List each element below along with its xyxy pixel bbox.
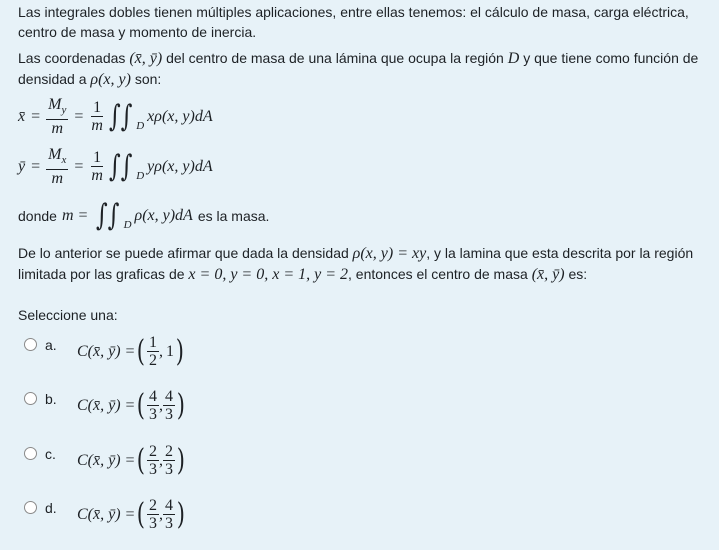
coords-math: (x̄, ȳ)	[129, 50, 163, 67]
double-integral-symbol: ∫∫	[108, 149, 133, 185]
region-math: D	[507, 50, 520, 67]
option-label: c.	[45, 445, 56, 462]
mass-definition: donde m = ∫∫ D ρ(x, y)dA es la masa.	[18, 198, 270, 233]
mx-over-m-fraction: $\frac{M_x}{m}$	[48, 146, 67, 188]
one-over-m-fraction: $\frac{1}{m}$	[91, 149, 103, 185]
radio-button[interactable]	[24, 338, 37, 351]
option-label: b.	[45, 390, 57, 407]
question-line-2: limitada por las graficas de x = 0, y = 0, x = 1, y = 2, entonces el centro de masa (x̄, ȳ) es:	[18, 266, 588, 283]
answer-option-c[interactable]: c. C(x̄, ȳ) = ( $\frac{2}{3}$ , $\frac{2}{3}$ )	[24, 443, 187, 478]
double-integral-symbol: ∫∫	[108, 99, 133, 135]
my-over-m-fraction: $\frac{M_y}{m}$	[48, 96, 67, 138]
option-label: a.	[45, 336, 57, 353]
intro-line-3: Las coordenadas (x̄, ȳ) del centro de masa de una lámina que ocupa la región D y que tiene como función de	[18, 50, 699, 67]
double-integral-symbol: ∫∫	[96, 198, 120, 233]
density-math: ρ(x, y)	[90, 71, 131, 88]
radio-button[interactable]	[24, 392, 37, 405]
one-over-m-fraction: $\frac{1}{m}$	[91, 99, 103, 135]
radio-button[interactable]	[24, 447, 37, 460]
option-label: d.	[45, 499, 57, 516]
answer-option-d[interactable]: d. C(x̄, ȳ) = ( $\frac{2}{3}$ , $\frac{4}{3}$ )	[24, 497, 187, 532]
radio-button[interactable]	[24, 501, 37, 514]
ybar-equation: ȳ = $\frac{M_x}{m}$ = $\frac{1}{m}$ ∫∫ D yρ(x, y)dA	[18, 146, 213, 188]
answer-option-a[interactable]: a. C(x̄, ȳ) = ( $\frac{1}{2}$ , 1 )	[24, 334, 186, 369]
intro-line-1: Las integrales dobles tienen múltiples aplicaciones, entre ellas tenemos: el cálculo de masa, carga eléctrica,	[18, 4, 689, 20]
select-prompt: Seleccione una:	[18, 307, 118, 323]
xbar-equation: x̄ = $\frac{M_y}{m}$ = $\frac{1}{m}$ ∫∫ D xρ(x, y)dA	[18, 96, 213, 138]
intro-line-4: densidad a ρ(x, y) son:	[18, 71, 162, 88]
intro-line-2: centro de masa y momento de inercia.	[18, 24, 257, 40]
answer-option-b[interactable]: b. C(x̄, ȳ) = ( $\frac{4}{3}$ , $\frac{4}{3}$ )	[24, 388, 187, 423]
question-line-1: De lo anterior se puede afirmar que dada la densidad ρ(x, y) = xy, y la lamina que esta descrita por la región	[18, 245, 694, 262]
